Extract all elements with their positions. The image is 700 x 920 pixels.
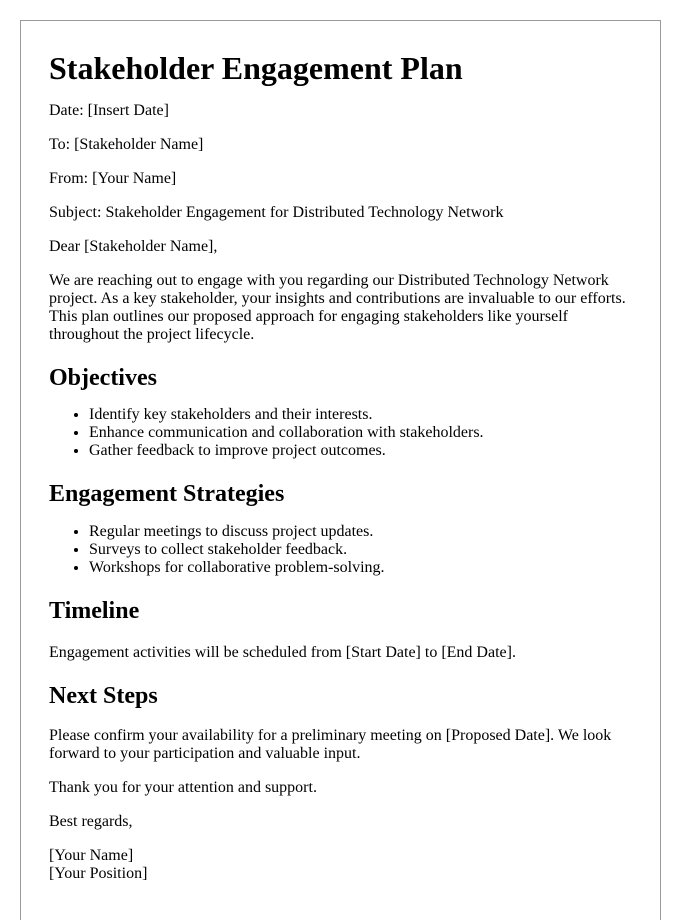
list-item: • Surveys to collect stakeholder feedback. (89, 541, 632, 559)
objectives-heading: Objectives (49, 365, 157, 391)
closing-line: Best regards, (49, 813, 133, 830)
list-item: • Enhance communication and collaboration with stakeholders. (89, 424, 632, 442)
intro-paragraph: We are reaching out to engage with you regarding our Distributed Technology Network project. As a key stakeholder, your insights and contributions are invaluable to our efforts. This plan outlines our proposed approach for engaging stakeholders like yourself throughout the project lifecycle. (49, 272, 626, 343)
document-title: Stakeholder Engagement Plan (49, 50, 463, 86)
strategies-heading: Engagement Strategies (49, 481, 285, 507)
signature-name: [Your Name] (49, 847, 134, 864)
date-line: Date: [Insert Date] (49, 102, 169, 119)
next-steps-heading: Next Steps (49, 683, 158, 709)
thanks-line: Thank you for your attention and support. (49, 779, 317, 796)
letter-page (20, 20, 661, 920)
list-item: • Workshops for collaborative problem-solving. (89, 559, 632, 577)
from-line: From: [Your Name] (49, 170, 177, 187)
list-item: • Gather feedback to improve project outcomes. (89, 442, 632, 460)
objectives-list (49, 406, 632, 460)
signature-position: [Your Position] (49, 865, 148, 882)
to-line: To: [Stakeholder Name] (49, 136, 204, 153)
salutation: Dear [Stakeholder Name], (49, 238, 218, 255)
next-steps-text: Please confirm your availability for a preliminary meeting on [Proposed Date]. We look forward to your participation and valuable input. (49, 727, 612, 762)
subject-line: Subject: Stakeholder Engagement for Distributed Technology Network (49, 204, 504, 221)
timeline-heading: Timeline (49, 598, 140, 624)
strategies-list (49, 523, 632, 577)
list-item: • Identify key stakeholders and their interests. (89, 406, 632, 424)
timeline-text: Engagement activities will be scheduled from [Start Date] to [End Date]. (49, 644, 516, 661)
list-item: • Regular meetings to discuss project updates. (89, 523, 632, 541)
